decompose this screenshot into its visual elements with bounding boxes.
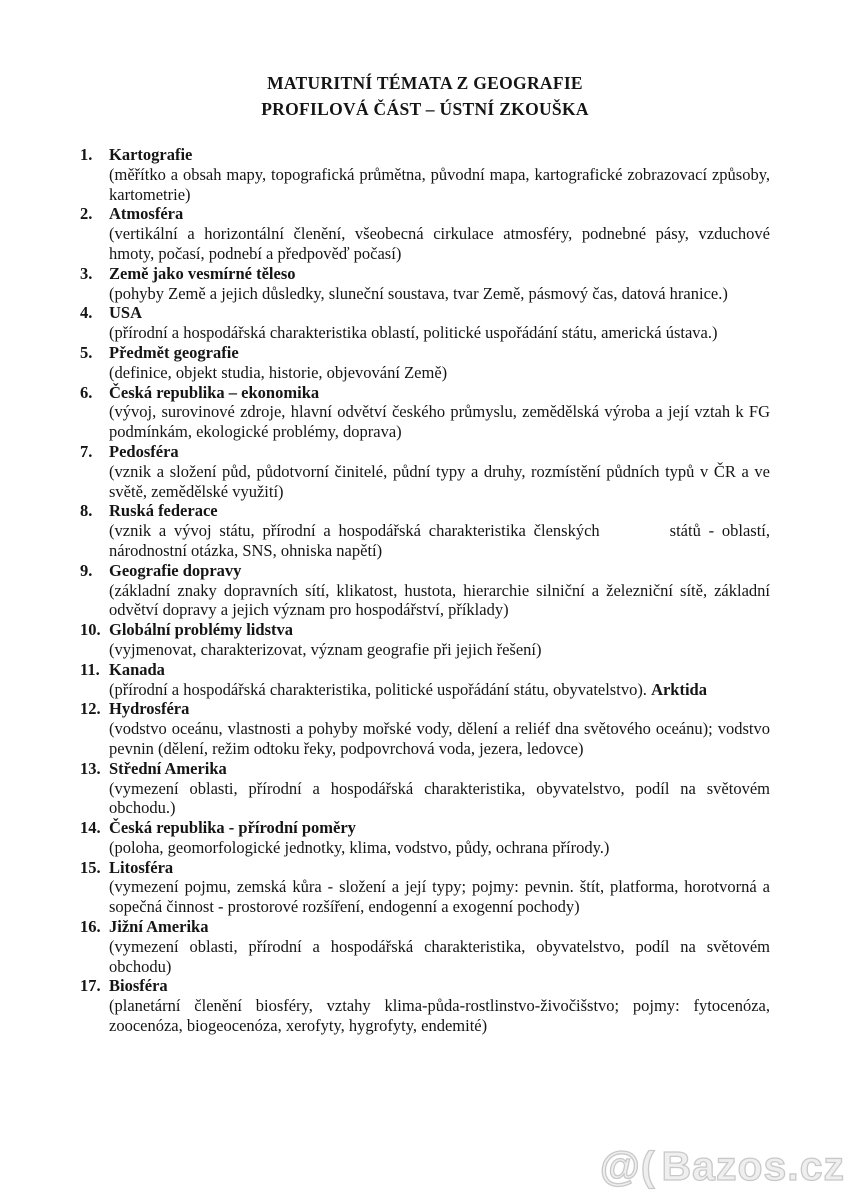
item-detail: (vznik a vývoj státu, přírodní a hospodářská charakteristika členských států - oblastí, národnostní otázka, SNS, ohniska napětí) [109,521,770,560]
item-number: 12. [80,699,101,719]
document-title [80,70,770,122]
list-item [80,660,770,700]
list-item [80,818,770,858]
item-detail: (základní znaky dopravních sítí, klikatost, hustota, hierarchie silniční a železniční sítě, základní odvětví dopravy a jejich význam pro hospodářství, příklady) [109,580,770,620]
title-line-2: PROFILOVÁ ČÁST – ÚSTNÍ ZKOUŠKA [261,99,589,119]
item-content [109,561,770,620]
watermark-bazos [600,1143,845,1190]
item-number: 6. [80,382,93,402]
list-item [80,303,770,343]
list-item [80,917,770,976]
item-content [109,204,770,263]
list-item [80,501,770,560]
item-title: Země jako vesmírné těleso [109,263,296,283]
list-item [80,561,770,620]
title-line-1: MATURITNÍ TÉMATA Z GEOGRAFIE [267,73,583,93]
item-number: 4. [80,303,93,323]
item-title: Litosféra [109,857,174,877]
list-item [80,145,770,204]
item-number: 7. [80,441,93,461]
item-content [109,858,770,917]
watermark-at-icon: @( [599,1143,656,1189]
item-number: 10. [80,620,101,640]
item-number: 14. [80,818,101,838]
list-item [80,264,770,304]
item-title: Kanada [109,659,165,679]
item-title: Jižní Amerika [109,917,209,937]
item-detail: (definice, objekt studia, historie, objevování Země) [109,362,448,382]
item-title: Hydrosféra [109,699,190,719]
item-number: 11. [80,659,100,679]
item-title: Atmosféra [109,204,184,224]
item-content [109,759,770,818]
item-title: Pedosféra [109,441,179,461]
item-number: 8. [80,501,93,521]
item-title: Globální problémy lidstva [109,620,293,640]
item-number: 9. [80,560,93,580]
item-title: Geografie dopravy [109,560,242,580]
item-content [109,145,770,204]
item-content [109,620,770,660]
list-item [80,442,770,501]
list-item [80,204,770,263]
item-number: 3. [80,263,93,283]
item-title: Česká republika – ekonomika [109,382,320,402]
item-number: 16. [80,917,101,937]
item-content [109,343,770,383]
item-detail: (planetární členění biosféry, vztahy klima-půda-rostlinstvo-živočišstvo; pojmy: fytocenóza, zoocenóza, biogeocenóza, xerofyty, hygrofyty, endemité) [109,996,770,1036]
item-number: 2. [80,204,93,224]
item-detail: (vyjmenovat, charakterizovat, význam geografie při jejich řešení) [109,639,542,659]
item-detail: (poloha, geomorfologické jednotky, klima, vodstvo, půdy, ochrana přírody.) [109,837,610,857]
list-item [80,699,770,758]
item-detail: (vodstvo oceánu, vlastnosti a pohyby mořské vody, dělení a reliéf dna světového oceánu); vodstvo pevnin (dělení, režim odtoku řeky, podpovrchová voda, jezera, ledovce) [109,719,770,758]
item-title: Střední Amerika [109,758,227,778]
list-item [80,383,770,442]
item-content [109,660,770,700]
item-detail: (pohyby Země a jejich důsledky, sluneční soustava, tvar Země, pásmový čas, datová hranice.) [109,283,728,303]
item-number: 1. [80,145,93,164]
item-number: 17. [80,976,101,996]
item-content [109,303,770,343]
item-detail: (vývoj, surovinové zdroje, hlavní odvětví českého průmyslu, zemědělská výroba a její vztah k FG podmínkám, ekologické problémy, doprava) [109,402,770,442]
item-detail: (vymezení pojmu, zemská kůra - složení a její typy; pojmy: pevnin. štít, platforma, horotvorná a sopečná činnost - prostorové rozšíření, endogenní a exogenní pochody) [109,877,770,917]
item-content [109,917,770,976]
list-item [80,620,770,660]
item-content [109,976,770,1035]
item-title: Předmět geografie [109,342,239,362]
topics-list [80,145,770,1036]
item-title: Biosféra [109,976,168,996]
item-content [109,264,770,304]
item-number: 13. [80,758,101,778]
item-title: Česká republika - přírodní poměry [109,818,356,838]
item-content [109,818,770,858]
item-number: 15. [80,857,101,877]
item-detail-bold: Arktida [651,679,707,699]
item-title: Ruská federace [109,501,218,521]
item-detail: (přírodní a hospodářská charakteristika, politické uspořádání státu, obyvatelstvo). Arktida [109,679,707,699]
item-detail: (vertikální a horizontální členění, všeobecná cirkulace atmosféry, podnebné pásy, vzduchové hmoty, počasí, podnebí a předpověď počasí) [109,224,770,263]
item-content [109,501,770,560]
item-number: 5. [80,342,93,362]
item-detail: (vznik a složení půd, půdotvorní činitelé, půdní typy a druhy, rozmístění půdních typů v ČR a ve světě, zemědělské využití) [109,461,770,501]
list-item [80,858,770,917]
watermark-text: Bazos.cz [661,1143,845,1189]
list-item [80,976,770,1035]
item-detail: (vymezení oblasti, přírodní a hospodářská charakteristika, obyvatelstvo, podíl na světovém obchodu) [109,936,770,976]
item-content [109,699,770,758]
item-title: Kartografie [109,145,193,164]
list-item [80,759,770,818]
item-detail: (přírodní a hospodářská charakteristika oblastí, politické uspořádání státu, americká ústava.) [109,323,718,343]
list-item [80,343,770,383]
item-title: USA [109,303,143,323]
item-content [109,383,770,442]
item-detail: (vymezení oblasti, přírodní a hospodářská charakteristika, obyvatelstvo, podíl na světovém obchodu.) [109,778,770,818]
item-detail: (měřítko a obsah mapy, topografická průmětna, původní mapa, kartografické zobrazovací způsoby, kartometrie) [109,164,770,204]
item-content [109,442,770,501]
